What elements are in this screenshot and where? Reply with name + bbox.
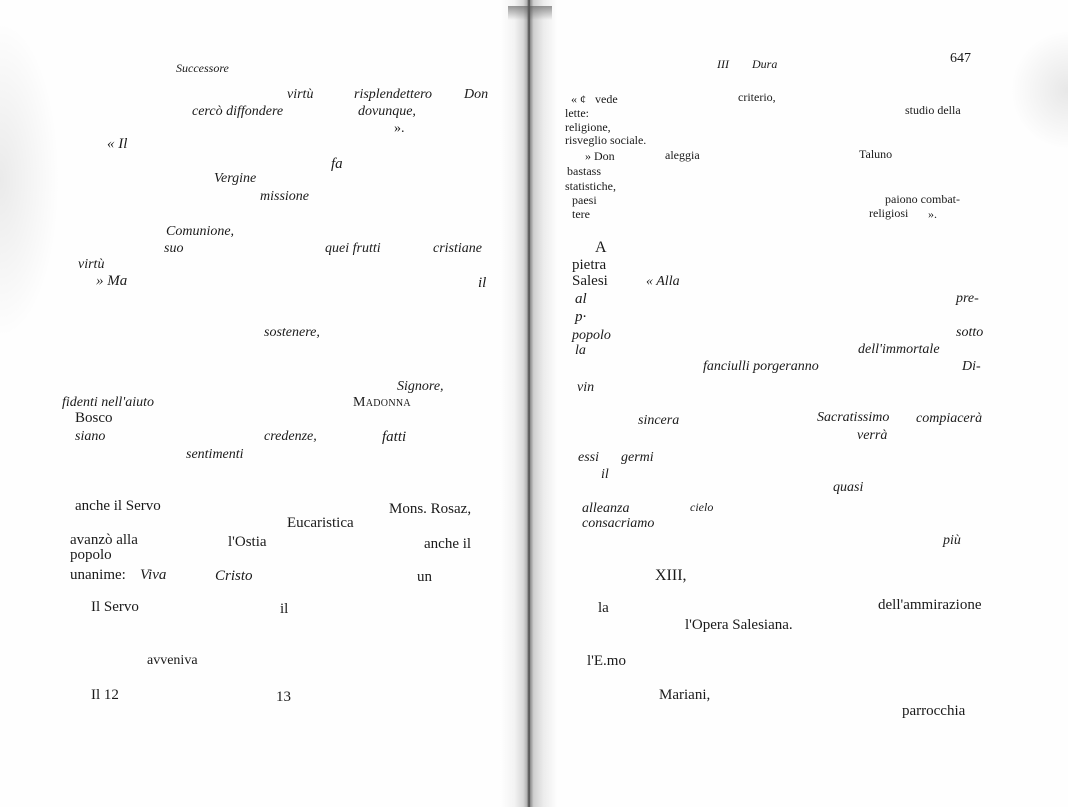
word: aleggia: [665, 148, 700, 162]
word: quei frutti: [325, 241, 381, 256]
word: p·: [575, 309, 587, 325]
word: il: [280, 601, 289, 617]
running-head-title: Dura: [752, 57, 778, 71]
word: Mariani,: [659, 687, 711, 703]
word: Salesi: [572, 273, 608, 289]
word: la: [598, 600, 609, 616]
word: XIII,: [655, 567, 687, 584]
word: l'Opera Salesiana.: [685, 617, 793, 633]
word: l'Ostia: [228, 534, 267, 550]
word: Signore,: [397, 379, 444, 394]
word: essi: [578, 450, 599, 465]
word: Don: [464, 87, 489, 102]
word: suo: [164, 241, 184, 256]
word: l'E.mo: [587, 653, 626, 669]
word: cielo: [690, 500, 714, 514]
word: » Don: [585, 149, 615, 163]
page-number: 647: [950, 51, 971, 66]
word: 13: [276, 689, 291, 705]
word: A: [595, 239, 607, 256]
word: sincera: [638, 413, 680, 428]
word: dell'immortale: [858, 342, 940, 357]
left-page: [0, 0, 515, 807]
word: paiono combat-: [885, 192, 960, 206]
word: anche il Servo: [75, 498, 161, 514]
word: studio della: [905, 103, 961, 117]
word: quasi: [833, 480, 864, 495]
word: vin: [577, 380, 595, 395]
word: « Il: [107, 136, 128, 152]
word: la: [575, 343, 586, 358]
word: popolo: [572, 328, 611, 343]
word: fidenti nell'aiuto: [62, 395, 155, 410]
word: Il Servo: [91, 599, 139, 615]
word: ».: [928, 207, 937, 221]
word: cristiane: [433, 241, 482, 256]
word: verrà: [857, 428, 888, 443]
word: Mons. Rosaz,: [389, 501, 472, 517]
word: Bosco: [75, 410, 113, 426]
word: al: [575, 291, 587, 307]
word: missione: [260, 189, 309, 204]
word: popolo: [70, 547, 112, 563]
word: siano: [75, 429, 106, 444]
word: germi: [621, 450, 654, 465]
word: dell'ammirazione: [878, 597, 982, 613]
word: consacriamo: [582, 516, 655, 531]
word: » Ma: [96, 273, 128, 289]
word: Viva: [140, 567, 167, 583]
word: compiacerà: [916, 411, 983, 426]
word: « ¢: [571, 92, 586, 106]
word: Il 12: [91, 687, 119, 703]
word: fatti: [382, 429, 407, 445]
word: avanzò alla: [70, 532, 138, 548]
word: pietra: [572, 257, 607, 273]
word: vede: [595, 92, 618, 106]
word: paesi: [572, 193, 597, 207]
word: unanime:: [70, 567, 126, 583]
word: il: [478, 275, 487, 291]
word: tere: [572, 207, 590, 221]
word: religione,: [565, 120, 611, 134]
word: anche il: [424, 536, 472, 552]
word: sotto: [956, 325, 984, 340]
word: il: [601, 467, 609, 482]
word: criterio,: [738, 90, 776, 104]
word: « Alla: [646, 274, 680, 289]
word: avveniva: [147, 653, 198, 668]
word: parrocchia: [902, 703, 966, 719]
word: Eucaristica: [287, 515, 354, 531]
word: Cristo: [215, 568, 253, 584]
word: ».: [394, 121, 405, 136]
word: Di-: [962, 359, 981, 374]
word: fa: [331, 156, 343, 172]
word: Vergine: [214, 171, 257, 186]
word: religiosi: [869, 206, 909, 220]
word: statistiche,: [565, 179, 616, 193]
word: virtù: [287, 87, 314, 102]
word: risveglio sociale.: [565, 133, 647, 147]
word: risplendettero: [354, 87, 433, 102]
right-page: [515, 0, 1068, 807]
word: Taluno: [859, 147, 893, 161]
word: alleanza: [582, 501, 630, 516]
word: Madonna: [353, 395, 411, 410]
word: lette:: [565, 106, 589, 120]
word: dovunque,: [358, 104, 416, 119]
word: cercò diffondere: [192, 104, 284, 119]
word: Comunione,: [166, 224, 235, 239]
word: più: [943, 533, 961, 548]
word: credenze,: [264, 429, 317, 444]
word: virtù: [78, 257, 105, 272]
word: un: [417, 569, 432, 585]
word: fanciulli porgeranno: [703, 359, 819, 374]
running-head-section: III: [717, 57, 729, 71]
word: Sacratissimo: [817, 410, 890, 425]
running-head: Successore: [176, 61, 229, 75]
word: sentimenti: [186, 447, 244, 462]
word: pre-: [956, 291, 979, 306]
word: bastass: [567, 164, 601, 178]
word: sostenere,: [264, 325, 320, 340]
